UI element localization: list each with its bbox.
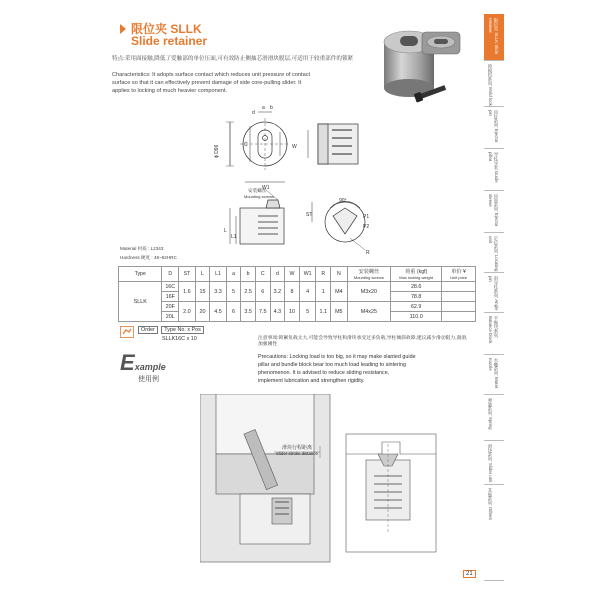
dim-label-w: W (292, 144, 297, 150)
table-header: ST (179, 267, 196, 282)
price-cell (442, 282, 476, 292)
sidebar-item-label: 其他系列 Others (488, 488, 493, 520)
table-cell: 3.5 (241, 302, 256, 322)
table-cell: 5 (226, 282, 240, 302)
precautions-en-1: Precautions: Locking load is too big, so it may make slanted guide (258, 354, 416, 360)
example-cn: 使用例 (138, 376, 159, 383)
price-cell (442, 312, 476, 322)
dim-label-a: a (262, 105, 265, 111)
table-cell: 8 (285, 282, 300, 302)
table-cell: 6 (226, 302, 240, 322)
sidebar-item-label: 水嘴系列 Water nozzle (488, 358, 499, 389)
sidebar-item-slide-retainer[interactable] (484, 14, 504, 61)
dim-label-d: d (252, 110, 255, 116)
sidebar-item-guide-pillar[interactable] (484, 148, 504, 191)
order-label: Order (138, 326, 158, 334)
table-cell: 10 (285, 302, 300, 322)
table-cell: 3.2 (270, 282, 285, 302)
precautions-cn: 注意事项:锁紧负载太大,可能会导致导柱和滑块承受过多负载,导柱倾斜故障,建议减少滑动阻力,润滑,加强刚性 (258, 336, 468, 348)
table-cell: 6 (255, 282, 270, 302)
table-cell: 4.3 (270, 302, 285, 322)
table-header: D (162, 267, 179, 282)
sidebar-item-label: 斜导柱系列 Angle pin (488, 276, 499, 311)
table-cell: 4.5 (210, 302, 227, 322)
price-header-cn: 单价 ¥ (451, 269, 466, 275)
table-row (119, 282, 476, 292)
section-sidebar (484, 0, 504, 600)
order-row (138, 327, 206, 333)
table-cell: 62.9 (391, 302, 442, 312)
order-example: SLLK16C x 10 (162, 336, 197, 342)
dim-label-p2: P2 (363, 224, 370, 230)
load-header-en: Max locking weight (399, 275, 434, 280)
sidebar-item-ejector-pin[interactable] (484, 106, 504, 149)
sidebar-item-label: 平衡块系列 Balance block (488, 316, 499, 344)
table-header: Type (119, 267, 162, 282)
material-line: Material 材质 : L2343 (120, 246, 164, 251)
page-number: 21 (463, 570, 476, 578)
table-cell: 2.0 (179, 302, 196, 322)
example-heading (120, 350, 166, 376)
table-header: C (255, 267, 270, 282)
table-cell: 15 (195, 282, 210, 302)
table-cell: 5 (299, 302, 316, 322)
sidebar-item-others[interactable] (484, 484, 504, 581)
table-cell: 4 (299, 282, 316, 302)
table-cell: 20F (162, 302, 179, 312)
dim-label-p1: P1 (363, 214, 370, 220)
dim-label-d96: ϕ D96 (214, 144, 220, 158)
mount-screw-label-en: Mounting screws (244, 194, 275, 199)
table-header: W1 (299, 267, 316, 282)
order-fields: Type No. x Pos (161, 326, 204, 334)
price-cell (442, 302, 476, 312)
table-cell: M4 (331, 282, 348, 302)
dim-label-l1: L1 (231, 234, 237, 240)
precautions-en-3: phenomenon. It is advised to reduce sliding resistance, (258, 370, 390, 376)
sidebar-item-locating-unit[interactable] (484, 232, 504, 273)
table-cell: 20L (162, 312, 179, 322)
table-header: d (270, 267, 285, 282)
type-cell: SLLK (119, 282, 162, 322)
slider-stroke-label-cn: 滑块行程距离 (282, 445, 313, 451)
table-cell: M4x25 (347, 302, 391, 322)
table-cell: 20 (195, 302, 210, 322)
sidebar-item-label: 导柱导套 Guide pillar (488, 152, 499, 183)
sidebar-item-label: 锁模扣系列 Mold lock (488, 64, 493, 106)
table-header: b (241, 267, 256, 282)
table-cell: M5 (331, 302, 348, 322)
table-row (119, 302, 476, 312)
sidebar-item-slider-unit[interactable] (484, 440, 504, 485)
price-header-en: Unit price (450, 275, 468, 280)
price-cell (442, 292, 476, 302)
table-cell: 1.6 (179, 282, 196, 302)
spec-table (118, 266, 476, 322)
dim-label-c: C (244, 142, 248, 148)
page-title-cn: 限位夹 SLLK (131, 22, 202, 36)
dim-label-angle: 90° (339, 198, 347, 204)
dim-label-r: R (366, 250, 370, 256)
page-title-en: Slide retainer (131, 34, 208, 48)
sidebar-item-label: 限位夹 SLLK Slide retainer (488, 18, 499, 55)
table-cell: 1.1 (316, 302, 331, 322)
mount-header-en: Mounting screws (353, 275, 384, 280)
dim-label-l: L (224, 228, 227, 234)
table-header: N (331, 267, 348, 282)
sidebar-item-ejector-sleeve[interactable] (484, 190, 504, 233)
sidebar-item-label: 顶管系列 Ejector sleeve (488, 194, 499, 227)
sidebar-item-water-nozzle[interactable] (484, 354, 504, 395)
table-header: W (285, 267, 300, 282)
table-header-mount (347, 267, 391, 282)
table-cell: 7.5 (255, 302, 270, 322)
sidebar-item-label: 滑块系列 Slider unit (488, 444, 493, 483)
hardness-line: Hardness 硬度 : 48~52HRC (120, 255, 177, 260)
table-header-load (391, 267, 442, 282)
table-cell: 16F (162, 292, 179, 302)
table-header: R (316, 267, 331, 282)
features-cn: 特点:采用面接触,降低了爱触部的单位压面,可有效防止侧抽芯滑滑块脱层,可适用于较重部件的锁紧 (112, 56, 354, 62)
sidebar-item-label: 顶针系列 Ejector pin (488, 110, 499, 143)
example-assembly-drawing (200, 394, 448, 566)
sidebar-item-balance-block[interactable] (484, 312, 504, 355)
mount-screw-label-cn: 安装螺丝 (248, 188, 267, 193)
sidebar-item-mold-lock[interactable] (484, 60, 504, 107)
dim-label-st: ST (306, 212, 313, 218)
table-cell: 28.6 (391, 282, 442, 292)
table-header: L (195, 267, 210, 282)
features-en-3: applies to locking of much heavier component. (112, 88, 228, 94)
table-cell: 1 (316, 282, 331, 302)
side-view-drawing (200, 186, 380, 256)
sidebar-item-spring[interactable] (484, 394, 504, 441)
precautions-en-4: implement lubrication and strengthen rigidity. (258, 378, 365, 384)
slider-stroke-label-en: Slider stroke distance (276, 451, 318, 456)
product-photo (372, 24, 468, 114)
table-header: L1 (210, 267, 227, 282)
features-en-1: Characteristics: It adopts surface contact which reduces unit pressure of contact (112, 72, 311, 78)
table-cell: 110.0 (391, 312, 442, 322)
table-cell: 78.8 (391, 292, 442, 302)
example-big-letter: E (120, 350, 135, 375)
table-cell: 3.3 (210, 282, 227, 302)
table-header: a (226, 267, 240, 282)
dim-label-w1: W1 (262, 185, 270, 191)
order-hand-icon (120, 326, 134, 338)
example-word: xample (134, 362, 166, 372)
sidebar-item-label: 弹簧系列 Spring (488, 398, 493, 430)
table-header-row (119, 267, 476, 282)
mount-header-cn: 安装螺丝 (358, 269, 380, 275)
table-cell: 2.5 (241, 282, 256, 302)
table-cell: M3x20 (347, 282, 391, 302)
title-bullet-icon (120, 24, 126, 34)
load-header-cn: 荷重 (kgf) (405, 269, 428, 275)
precautions-en-2: pillar and bundle block bear too much load leading to sintering (258, 362, 407, 368)
table-cell: 16C (162, 282, 179, 292)
sidebar-item-label: 定位系列 Locating unit (488, 236, 499, 272)
table-header-price (442, 267, 476, 282)
features-en-2: surface so that it can effectively prevent damage of side core-pulling slider. It (112, 80, 302, 86)
sidebar-item-angle-pin[interactable] (484, 272, 504, 313)
dim-label-b: b (270, 105, 273, 111)
top-view-drawing (200, 102, 380, 192)
